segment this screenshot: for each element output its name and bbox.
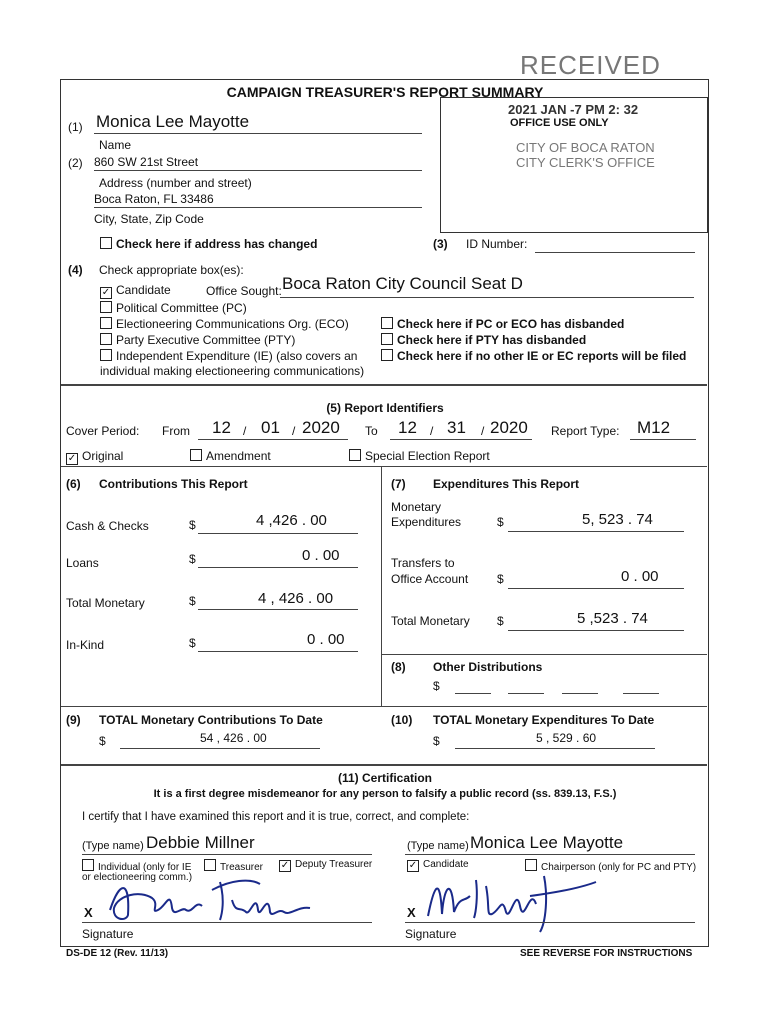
stamp-city-line1: CITY OF BOCA RATON <box>516 140 655 155</box>
street-value: 860 SW 21st Street <box>94 155 199 169</box>
dollar-sign: $ <box>497 515 504 529</box>
office-sought-label: Office Sought: <box>206 284 282 298</box>
sec1-num: (1) <box>68 120 83 134</box>
total-contrib-to-date-value: 54 , 426 . 00 <box>200 731 267 745</box>
candidate-name-value: Monica Lee Mayotte <box>96 112 250 131</box>
total-monetary-contrib-label: Total Monetary <box>66 596 145 610</box>
monetary-exp-label1: Monetary <box>391 500 442 514</box>
other-distributions-title: Other Distributions <box>433 660 543 674</box>
cash-checks-value: 4 ,426 . 00 <box>256 512 327 529</box>
transfers-label1: Transfers to <box>391 556 455 570</box>
checkbox-icon <box>349 449 361 461</box>
pty-checkbox[interactable] <box>100 333 295 347</box>
street-label: Address (number and street) <box>99 176 252 190</box>
checkbox-icon <box>100 301 112 313</box>
check-icon: ✓ <box>67 453 77 464</box>
check-icon: ✓ <box>280 860 290 871</box>
checkbox-icon <box>381 317 393 329</box>
from-label: From <box>162 424 190 438</box>
ie-label: Independent Expenditure (IE) (also covers an <box>116 349 358 363</box>
special-election-checkbox[interactable] <box>349 449 490 463</box>
to-year: 2020 <box>490 418 528 437</box>
checkbox-icon <box>82 859 94 871</box>
no-other-ie-checkbox[interactable] <box>381 349 686 363</box>
transfers-label2: Office Account <box>391 572 469 586</box>
in-kind-value: 0 . 00 <box>307 631 345 648</box>
original-checkbox[interactable] <box>66 449 123 465</box>
right-signature <box>420 866 610 936</box>
amendment-label: Amendment <box>206 449 271 463</box>
date-slash: / <box>430 424 434 438</box>
date-slash: / <box>243 424 247 438</box>
form-number: DS-DE 12 (Rev. 11/13) <box>66 948 169 959</box>
treasurer-label: Treasurer <box>220 862 263 873</box>
id-number-label: ID Number: <box>466 237 528 251</box>
candidate-cert-label: Candidate <box>423 859 469 870</box>
city-value: Boca Raton, FL 33486 <box>94 192 214 206</box>
disband-pty-checkbox[interactable] <box>381 333 586 347</box>
chairperson-label: Chairperson (only for PC and PTY) <box>541 862 697 873</box>
loans-label: Loans <box>66 556 99 570</box>
total-exp-to-date-title: TOTAL Monetary Expenditures To Date <box>433 713 655 727</box>
check-icon: ✓ <box>101 287 111 298</box>
total-contrib-to-date-title: TOTAL Monetary Contributions To Date <box>99 713 323 727</box>
monetary-exp-label2: Expenditures <box>391 515 462 529</box>
from-day: 01 <box>261 418 280 437</box>
dollar-sign: $ <box>497 614 504 628</box>
left-typed-name: Debbie Millner <box>146 833 255 852</box>
dollar-sign: $ <box>189 594 196 608</box>
original-label: Original <box>82 449 124 463</box>
pc-checkbox[interactable] <box>100 301 247 315</box>
address-changed-checkbox[interactable] <box>100 237 317 251</box>
from-month: 12 <box>212 418 231 437</box>
date-slash: / <box>481 424 485 438</box>
ie-checkbox[interactable] <box>100 349 357 363</box>
certify-statement: I certify that I have examined this report and it is true, correct, and complete: <box>82 811 470 823</box>
to-day: 31 <box>447 418 466 437</box>
check-boxes-label: Check appropriate box(es): <box>99 263 244 277</box>
total-exp-to-date-value: 5 , 529 . 60 <box>536 731 597 745</box>
see-reverse: SEE REVERSE FOR INSTRUCTIONS <box>520 948 693 959</box>
individual-label: Individual (only for IE <box>98 862 192 873</box>
report-type-value: M12 <box>637 418 671 437</box>
sec4-num: (4) <box>68 263 83 277</box>
pty-label: Party Executive Committee (PTY) <box>116 333 296 347</box>
sec7-num: (7) <box>391 477 406 491</box>
candidate-checkbox[interactable] <box>100 283 171 299</box>
ie-label-line2: individual making electioneering communications) <box>100 364 365 378</box>
sec2-num: (2) <box>68 156 83 170</box>
office-sought-value: Boca Raton City Council Seat D <box>282 274 523 293</box>
right-typed-name: Monica Lee Mayotte <box>470 833 624 852</box>
checkbox-icon <box>381 349 393 361</box>
contributions-title: Contributions This Report <box>99 477 248 491</box>
monetary-exp-value: 5, 523 . 74 <box>582 511 653 528</box>
dollar-sign: $ <box>433 679 440 693</box>
right-signature-label: Signature <box>405 927 457 941</box>
disband-pty-label: Check here if PTY has disbanded <box>397 333 587 347</box>
pc-label: Political Committee (PC) <box>116 301 247 315</box>
dollar-sign: $ <box>189 552 196 566</box>
to-month: 12 <box>398 418 417 437</box>
stamp-city-line2: CITY CLERK'S OFFICE <box>516 155 655 170</box>
checkbox-icon <box>100 317 112 329</box>
cover-period-label: Cover Period: <box>66 424 140 438</box>
cash-checks-label: Cash & Checks <box>66 519 149 533</box>
to-label: To <box>365 424 378 438</box>
checkbox-icon <box>100 333 112 345</box>
from-year: 2020 <box>302 418 340 437</box>
disband-pc-checkbox[interactable] <box>381 317 624 331</box>
disband-pc-label: Check here if PC or ECO has disbanded <box>397 317 625 331</box>
report-identifiers-title: (5) Report Identifiers <box>326 401 444 415</box>
dollar-sign: $ <box>189 636 196 650</box>
name-label: Name <box>99 138 132 152</box>
received-stamp: RECEIVED <box>520 50 661 80</box>
form-title: CAMPAIGN TREASURER'S REPORT SUMMARY <box>226 84 544 100</box>
stamp-date: 2021 JAN -7 PM 2: 32 <box>508 102 639 117</box>
total-monetary-exp-value: 5 ,523 . 74 <box>577 610 648 627</box>
city-label: City, State, Zip Code <box>94 212 204 226</box>
eco-label: Electioneering Communications Org. (ECO) <box>116 317 349 331</box>
address-changed-label: Check here if address has changed <box>116 237 318 251</box>
type-name-label-right: (Type name) <box>407 840 469 852</box>
certification-warning: It is a first degree misdemeanor for any person to falsify a public record (ss. 839.13, F.S.) <box>153 788 617 800</box>
type-name-label-left: (Type name) <box>82 840 144 852</box>
sec3-num: (3) <box>433 237 448 251</box>
candidate-label: Candidate <box>116 283 171 297</box>
date-slash: / <box>292 424 296 438</box>
sec10-num: (10) <box>391 713 413 727</box>
sec9-num: (9) <box>66 713 81 727</box>
checkbox-icon <box>100 349 112 361</box>
total-monetary-exp-label: Total Monetary <box>391 614 470 628</box>
special-election-label: Special Election Report <box>365 449 490 463</box>
office-use-only: OFFICE USE ONLY <box>510 117 609 129</box>
checkbox-icon <box>100 237 112 249</box>
amendment-checkbox[interactable] <box>190 449 271 463</box>
dollar-sign: $ <box>189 518 196 532</box>
report-type-label: Report Type: <box>551 424 620 438</box>
in-kind-label: In-Kind <box>66 638 105 652</box>
left-signature-label: Signature <box>82 927 134 941</box>
sec8-num: (8) <box>391 660 406 674</box>
checkbox-icon <box>190 449 202 461</box>
dollar-sign: $ <box>433 734 440 748</box>
total-monetary-contrib-value: 4 , 426 . 00 <box>258 590 334 607</box>
right-sign-x: X <box>407 905 416 920</box>
deputy-treasurer-label: Deputy Treasurer <box>295 859 373 870</box>
no-other-ie-label: Check here if no other IE or EC reports will be filed <box>397 349 687 363</box>
left-sign-x: X <box>84 905 93 920</box>
checkbox-icon <box>381 333 393 345</box>
check-icon: ✓ <box>408 860 418 871</box>
sec6-num: (6) <box>66 477 81 491</box>
individual-label-line2: or electioneering comm.) <box>82 872 193 883</box>
certification-title: (11) Certification <box>337 771 433 785</box>
transfers-value: 0 . 00 <box>621 568 659 585</box>
left-signature <box>100 870 330 930</box>
dollar-sign: $ <box>99 734 106 748</box>
loans-value: 0 . 00 <box>302 547 340 564</box>
dollar-sign: $ <box>497 572 504 586</box>
expenditures-title: Expenditures This Report <box>433 477 580 491</box>
eco-checkbox[interactable] <box>100 317 349 331</box>
